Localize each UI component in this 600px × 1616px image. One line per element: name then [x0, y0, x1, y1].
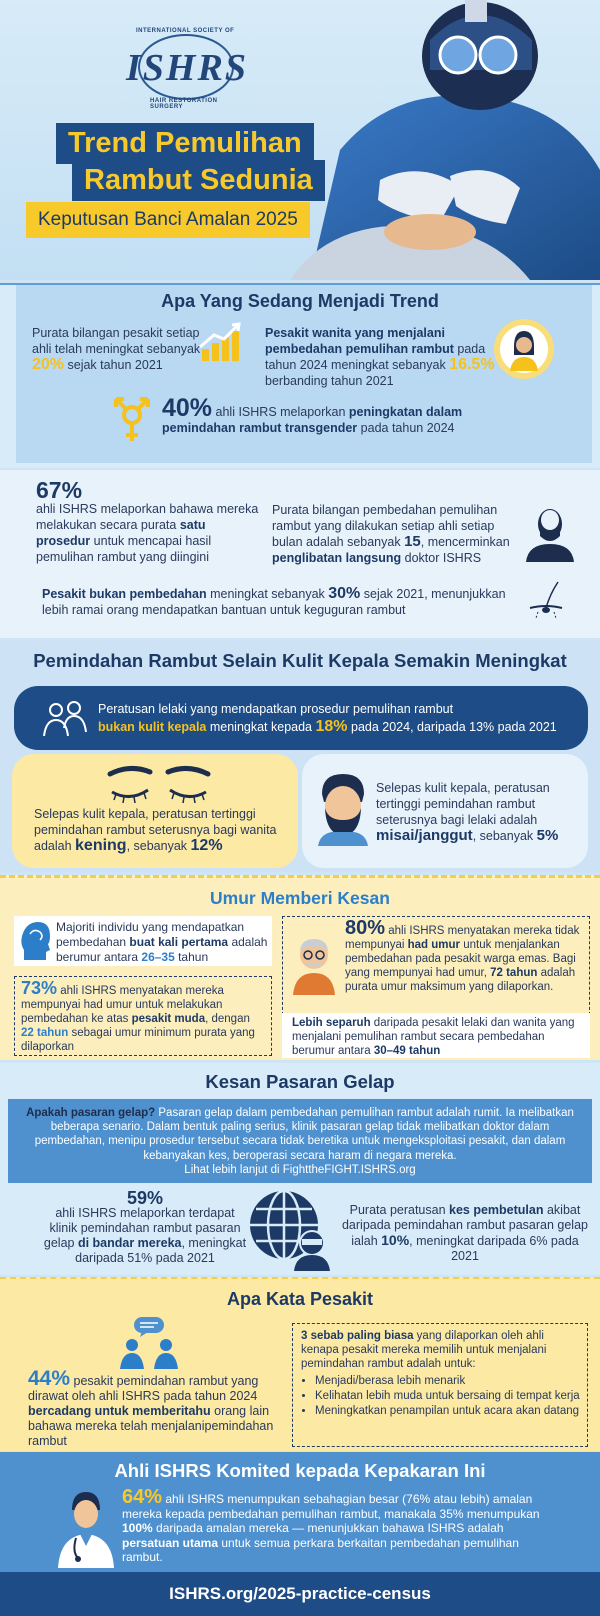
- elderly-man-icon: [289, 933, 339, 995]
- ishrs-logo: INTERNATIONAL SOCIETY OF ISHRS HAIR RESTORATION SURGERY: [126, 28, 248, 110]
- committed-heading: Ahli ISHRS Komited kepada Kepakaran Ini: [114, 1460, 486, 1481]
- people-icon: [42, 698, 90, 738]
- surgeon-illustration: [270, 0, 600, 280]
- stat-transgender: 40% ahli ISHRS melaporkan peningkatan dalam pemindahan rambut transgender pada tahun 2024: [162, 394, 463, 435]
- stat-correction-cases: Purata peratusan kes pembetulan akibat daripada pemindahan rambut pasaran gelap ialah 10%, meningkat daripada 6% pada 2021: [341, 1203, 588, 1263]
- reason-item: • Menjadi/berasa lebih menarik: [315, 1374, 583, 1388]
- stat-patients-increase: Purata bilangan pesakit setiap ahli telah meningkat sebanyak 20% sejak tahun 2021: [32, 326, 201, 373]
- half-patients-box: Lebih separuh daripada pesakit lelaki dan wanita yang menjalani pemulihan rambut secara pembedahan berumur antara 30–49 tahun: [282, 1013, 590, 1058]
- stat-black-market-clinics: 59% ahli ISHRS melaporkan terdapat klinik pemindahan rambut pasaran gelap di bandar mereka, meningkat daripada 51% pada 2021: [43, 1188, 247, 1265]
- trend-section: [0, 283, 600, 468]
- fightthefight-link[interactable]: Lihat lebih lanjut di FighttheFIGHT.ISHRS.org: [184, 1163, 416, 1176]
- globe-hacker-icon: [246, 1187, 336, 1271]
- stat-one-procedure: 67% ahli ISHRS melaporkan bahawa mereka melakukan secara purata satu prosedur untuk mencapai hasil pemulihan rambut yang diingini: [36, 477, 259, 564]
- subtitle: Keputusan Banci Amalan 2025: [26, 202, 310, 238]
- bald-man-icon: [520, 502, 580, 562]
- age-section: [0, 875, 600, 1060]
- reason-item: • Kelihatan lebih muda untuk bersaing di tempat kerja: [315, 1389, 583, 1403]
- first-time-age-box: Majoriti individu yang mendapatkan pembedahan buat kali pertama adalah berumur antara 26–35 tahun: [14, 916, 272, 966]
- black-market-definition: Apakah pasaran gelap? Pasaran gelap dalam pembedahan pemulihan rambut adalah rumit. Ia melibatkan beberapa senario. Dalam bentuk paling serius, klinik pasaran gelap tidak melibatkan doktor dalam pembedahan, menipu prosedur tersebut secara tidak beretika untuk mengeksploitasi pesakit, dan dalam kebanyakan kes, beroperasi secara haram di negara mereka. Lihat lebih lanjut di FighttheFIGHT.ISHRS.org: [8, 1099, 592, 1183]
- hair-follicle-icon: [526, 578, 566, 618]
- doctor-icon: [54, 1488, 118, 1568]
- nonscalp-section: [0, 640, 600, 872]
- age-heading: Umur Memberi Kesan: [210, 888, 390, 908]
- nonscalp-heading: Pemindahan Rambut Selain Kulit Kepala Semakin Meningkat: [33, 650, 567, 671]
- elderly-age-limit-box: 80% ahli ISHRS menyatakan mereka tidak mempunyai had umur untuk menjalankan pembedahan pada pesakit warga emas. Bagi yang mempunyai had umur, 72 tahun adalah purata umur maksimum yang dilaporkan.: [282, 916, 590, 1020]
- head-profile-icon: [18, 920, 52, 962]
- surgery-section: [0, 470, 600, 638]
- stat-monthly-surgeries: Purata bilangan pembedahan pemulihan rambut yang dilakukan setiap ahli setiap bulan adalah sebanyak 15, mencerminkan penglibatan langsung doktor ISHRS: [272, 503, 510, 565]
- stat-plan-to-tell: 44% pesakit pemindahan rambut yang dirawat oleh ahli ISHRS pada tahun 2024 bercadang untuk memberitahu orang lain bahawa mereka telah menjalanipemindahan rambut: [28, 1367, 274, 1448]
- trend-heading: Apa Yang Sedang Menjadi Trend: [161, 291, 439, 311]
- hero-section: [0, 0, 600, 280]
- transgender-icon: [112, 397, 152, 443]
- title-line-2: Rambut Sedunia: [72, 160, 325, 201]
- stat-nonsurgical: Pesakit bukan pembedahan meningkat sebanyak 30% sejak 2021, menunjukkan lebih ramai orang mendapatkan bantuan untuk keguguran rambut: [42, 585, 506, 617]
- young-age-limit-box: 73% ahli ISHRS menyatakan mereka mempunyai had umur untuk melakukan pembedahan ke atas pesakit muda, dengan 22 tahun sebagai umur minimum purata yang dilaporkan: [14, 976, 272, 1056]
- stat-women-patients: Pesakit wanita yang menjalani pembedahan pemulihan rambut pada tahun 2024 meningkat sebanyak 16.5% berbanding tahun 2021: [265, 326, 495, 388]
- committed-section: [0, 1452, 600, 1572]
- patients-section: [0, 1277, 600, 1451]
- woman-icon: [492, 317, 556, 381]
- title-line-1: Trend Pemulihan: [56, 123, 314, 164]
- reason-item: • Meningkatkan penampilan untuk acara akan datang: [315, 1404, 583, 1418]
- stat-dedicated-practice: 64% ahli ISHRS menumpukan sebahagian besar (76% atau lebih) amalan mereka kepada pembedahan pemulihan rambut, manakala 35% menumpukan 100% daripada amalan mereka — menunjukkan bahawa ISHRS adalah persatuan utama untuk semua perkara berkaitan pembedahan pemulihan rambut.: [122, 1486, 540, 1564]
- patients-heading: Apa Kata Pesakit: [226, 1289, 374, 1309]
- women-eyebrow-card: Selepas kulit kepala, peratusan tertinggi pemindahan rambut seterusnya bagi wanita adalah kening, sebanyak 12%: [12, 754, 298, 868]
- bearded-man-icon: [314, 772, 372, 846]
- footer: [0, 1572, 600, 1616]
- census-url-link[interactable]: ISHRS.org/2025-practice-census: [169, 1584, 431, 1603]
- chat-people-icon: [118, 1317, 180, 1369]
- black-market-section: [0, 1063, 600, 1275]
- top-reasons-box: 3 sebab paling biasa yang dilaporkan oleh ahli kenapa pesakit mereka memilih untuk menjalani pemindahan rambut adalah untuk: • Menjadi/berasa lebih menarik • Kelihatan lebih muda untuk bersaing di tempat kerja • Meningkatkan penampilan untuk acara akan datang: [292, 1323, 588, 1447]
- chart-growth-icon: [198, 321, 242, 365]
- men-nonscalp-pill: Peratusan lelaki yang mendapatkan prosedur pemulihan rambut bukan kulit kepala meningkat kepada 18% pada 2024, daripada 13% pada 2021: [14, 686, 588, 750]
- black-market-heading: Kesan Pasaran Gelap: [205, 1071, 395, 1092]
- eyebrows-icon: [104, 762, 214, 806]
- men-beard-card: Selepas kulit kepala, peratusan tertinggi pemindahan rambut seterusnya bagi lelaki adalah misai/janggut, sebanyak 5%: [302, 754, 588, 868]
